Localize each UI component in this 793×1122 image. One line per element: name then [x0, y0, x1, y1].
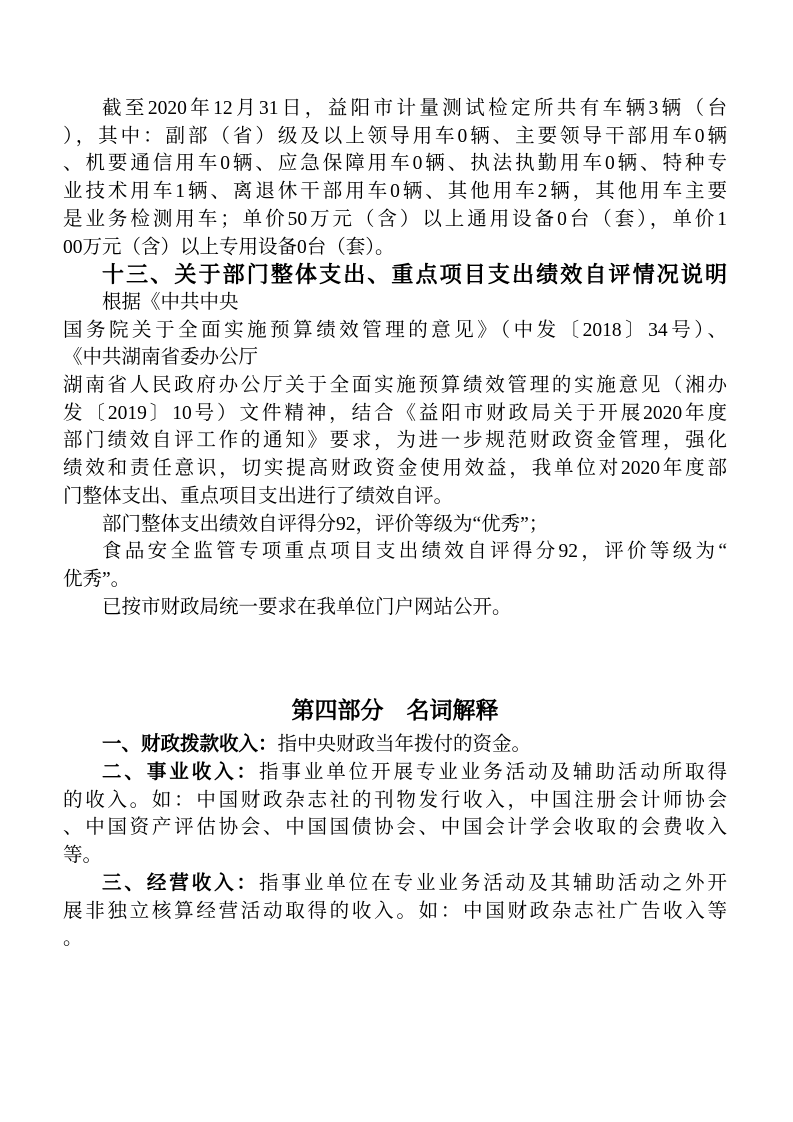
text-run: 业技术用车1辆、离退休干部用车0辆、其他用车2辆，其他用车主要 [63, 181, 727, 203]
text-line [63, 95, 727, 123]
text-run: 。 [63, 928, 83, 950]
text-line [63, 455, 727, 483]
text-run: ），其中：副部（省）级及以上领导用车0辆、主要领导干部用车0辆 [63, 125, 727, 147]
text-run: 指事业单位在专业业务活动及其辅助活动之外开 [258, 872, 727, 894]
text-line [63, 123, 727, 151]
document-content [63, 95, 727, 953]
text-run: 已按市财政局统一要求在我单位门户网站公开。 [102, 596, 512, 618]
text-run: 展非独立核算经营活动取得的收入。如：中国财政杂志社广告收入等 [63, 900, 727, 922]
text-line [63, 483, 727, 511]
text-run: 是业务检测用车；单价50万元（含）以上通用设备0台（套），单价1 [63, 208, 727, 230]
text-run: 等。 [63, 845, 103, 867]
part-title [63, 693, 727, 727]
text-line [63, 289, 727, 317]
text-run: 门整体支出、重点项目支出进行了绩效自评。 [63, 485, 454, 507]
text-line [63, 538, 727, 566]
text-line [63, 814, 727, 842]
text-line [63, 731, 727, 759]
text-line [63, 150, 727, 178]
section-heading [63, 261, 727, 289]
bold-text-run: 第四部分 名词解释 [291, 697, 499, 724]
text-run: 国务院关于全面实施预算绩效管理的意见》（中发〔2018〕34号）、 [63, 319, 727, 341]
text-run: 的收入。如：中国财政杂志社的刊物发行收入，中国注册会计师协会 [63, 789, 727, 811]
text-run: 、机要通信用车0辆、应急保障用车0辆、执法执勤用车0辆、特种专 [63, 153, 727, 175]
text-line [63, 898, 727, 926]
bold-text-run: 三、经营收入： [102, 871, 259, 894]
text-line [63, 787, 727, 815]
text-line [63, 234, 727, 262]
text-line [63, 566, 727, 594]
text-line [63, 206, 727, 234]
text-line [63, 178, 727, 206]
text-line [63, 427, 727, 455]
text-line [63, 842, 727, 870]
text-run: 部门绩效自评工作的通知》要求，为进一步规范财政资金管理，强化 [63, 430, 727, 452]
text-run: 指中央财政当年拨付的资金。 [277, 734, 532, 756]
text-run: 00万元（含）以上专用设备0台（套）。 [63, 236, 395, 258]
text-line [63, 511, 727, 539]
text-run: 绩效和责任意识，切实提高财政资金使用效益，我单位对2020年度部 [63, 458, 727, 480]
bold-text-run: 二、事业收入： [102, 761, 259, 784]
text-line [63, 925, 727, 953]
text-run: 湖南省人民政府办公厅关于全面实施预算绩效管理的实施意见（湘办 [63, 375, 727, 397]
text-run: 发〔2019〕10号）文件精神，结合《益阳市财政局关于开展2020年度 [63, 402, 727, 424]
text-run: 部门整体支出绩效自评得分92，评价等级为“优秀”； [102, 513, 549, 535]
text-line [63, 372, 727, 400]
text-run: 指事业单位开展专业业务活动及辅助活动所取得 [258, 762, 727, 784]
text-run: 截至2020年12月31日，益阳市计量测试检定所共有车辆3辆（台 [102, 98, 727, 119]
text-run: 食品安全监管专项重点项目支出绩效自评得分92，评价等级为“ [102, 541, 727, 563]
text-run: 优秀”。 [63, 568, 131, 590]
text-run: 、中国资产评估协会、中国国债协会、中国会计学会收取的会费收入 [63, 817, 727, 839]
text-line [63, 344, 727, 372]
bold-text-run: 一、财政拨款收入： [102, 733, 278, 756]
bold-text-run: 十三、关于部门整体支出、重点项目支出绩效自评情况说明 [102, 262, 727, 288]
text-run: 根据《中共中央 [102, 291, 239, 313]
text-line [63, 870, 727, 898]
text-line [63, 400, 727, 428]
text-line [63, 317, 727, 345]
text-line [63, 759, 727, 787]
text-line [63, 594, 727, 622]
text-run: 《中共湖南省委办公厅 [63, 347, 259, 369]
